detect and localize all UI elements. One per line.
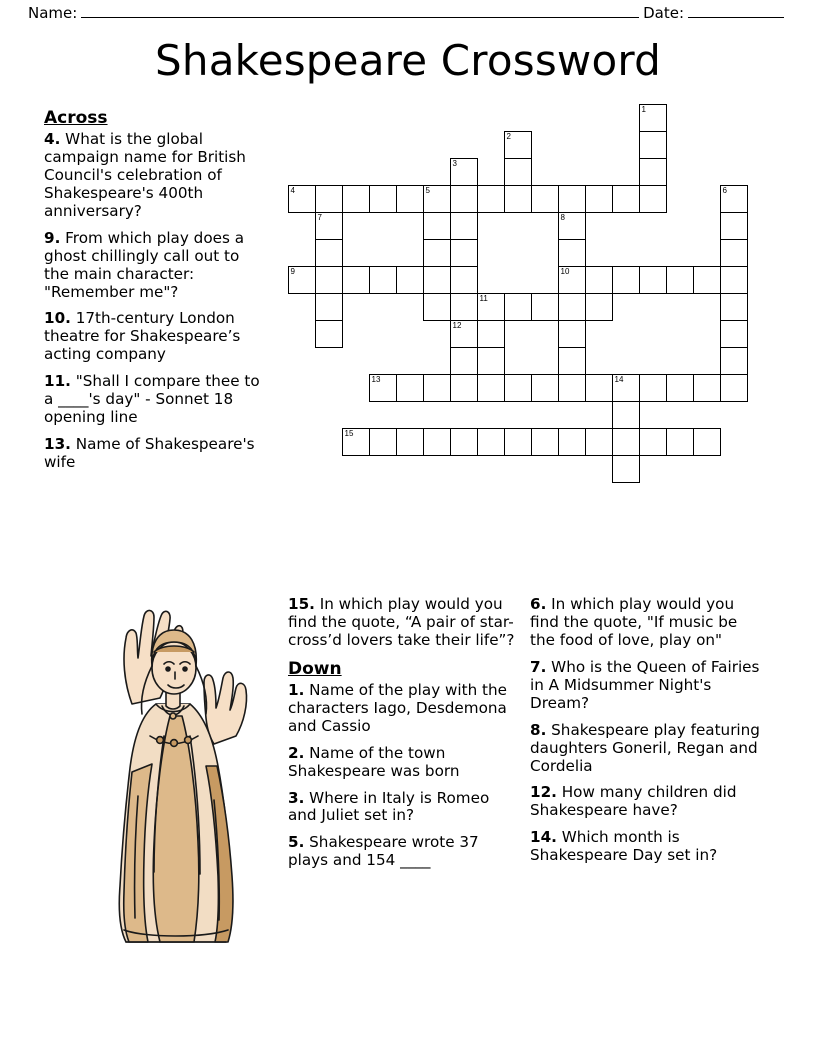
grid-cell[interactable] (477, 185, 505, 213)
grid-cell-number: 5 (425, 186, 430, 195)
grid-cell[interactable] (288, 266, 316, 294)
clue-across-13 (44, 436, 266, 472)
grid-cell[interactable] (423, 239, 451, 267)
grid-cell[interactable] (639, 104, 667, 132)
clue-text: "Shall I compare thee to a ____'s day" - Sonnet 18 opening line (44, 372, 260, 427)
grid-cell[interactable] (531, 185, 559, 213)
grid-cell[interactable] (693, 266, 721, 294)
clue-text: In which play would you find the quote, "If music be the food of love, play on" (530, 595, 738, 649)
grid-cell[interactable] (342, 428, 370, 456)
clue-text: What is the global campaign name for British Council's celebration of Shakespeare's 400th anniversary? (44, 130, 246, 220)
clue-down-2 (288, 745, 520, 781)
clue-text: In which play would you find the quote, “A pair of star-cross’d lovers take their life”? (288, 595, 515, 649)
grid-cell[interactable] (558, 185, 586, 213)
grid-cell[interactable] (423, 293, 451, 321)
grid-cell[interactable] (639, 374, 667, 402)
clue-text: Which month is Shakespeare Day set in? (530, 828, 718, 865)
clue-down-3 (288, 790, 520, 826)
grid-cell-number: 11 (479, 294, 488, 303)
clue-down-14 (530, 829, 762, 865)
right-clues-column (530, 596, 762, 874)
grid-cell[interactable] (477, 293, 505, 321)
grid-cell[interactable] (504, 293, 532, 321)
grid-cell[interactable] (585, 428, 613, 456)
grid-cell-number: 7 (317, 213, 322, 222)
grid-cell[interactable] (315, 293, 343, 321)
grid-cell[interactable] (450, 293, 478, 321)
clue-across-10 (44, 310, 266, 364)
clue-down-5 (288, 834, 520, 870)
grid-cell[interactable] (558, 428, 586, 456)
grid-cell[interactable] (396, 266, 424, 294)
clue-number: 7. (530, 657, 547, 676)
grid-cell-number: 13 (371, 375, 381, 384)
grid-cell[interactable] (585, 293, 613, 321)
grid-cell[interactable] (288, 185, 316, 213)
grid-cell[interactable] (585, 374, 613, 402)
across-clues-column (44, 108, 266, 481)
clue-text: How many children did Shakespeare have? (530, 783, 737, 820)
name-label: Name: (28, 4, 78, 22)
grid-cell[interactable] (450, 428, 478, 456)
grid-cell-number: 15 (344, 429, 354, 438)
grid-cell[interactable] (720, 374, 748, 402)
grid-cell[interactable] (423, 185, 451, 213)
grid-cell-number: 10 (560, 267, 570, 276)
grid-cell[interactable] (639, 185, 667, 213)
shakespearean-actress-illustration (86, 586, 254, 958)
clue-number: 5. (288, 833, 305, 852)
clue-number: 11. (44, 372, 71, 391)
clue-across-4 (44, 131, 266, 221)
grid-cell[interactable] (315, 185, 343, 213)
grid-cell[interactable] (693, 428, 721, 456)
clue-down-12 (530, 784, 762, 820)
grid-cell[interactable] (504, 158, 532, 186)
across-heading: Across (44, 108, 108, 128)
grid-cell[interactable] (315, 320, 343, 348)
grid-cell[interactable] (450, 374, 478, 402)
clue-number: 8. (530, 720, 547, 739)
grid-cell[interactable] (531, 374, 559, 402)
clue-number: 13. (44, 435, 71, 454)
grid-cell[interactable] (315, 212, 343, 240)
grid-cell[interactable] (585, 266, 613, 294)
clue-number: 15. (288, 595, 315, 613)
grid-cell[interactable] (450, 266, 478, 294)
grid-cell-number: 12 (452, 321, 462, 330)
clue-number: 1. (288, 680, 305, 699)
clue-text: Name of Shakespeare's wife (44, 435, 255, 471)
grid-cell[interactable] (396, 428, 424, 456)
grid-cell[interactable] (369, 428, 397, 456)
grid-cell[interactable] (720, 266, 748, 294)
grid-cell[interactable] (477, 347, 505, 375)
clue-text: Who is the Queen of Fairies in A Midsummer Night's Dream? (530, 657, 760, 712)
grid-cell[interactable] (369, 266, 397, 294)
clue-across-11 (44, 373, 266, 427)
clue-down-7 (530, 659, 762, 713)
grid-cell[interactable] (315, 239, 343, 267)
grid-cell-number: 6 (722, 186, 727, 195)
clue-text: Shakespeare wrote 37 plays and 154 ____ (288, 833, 479, 870)
clue-text: 17th-century London theatre for Shakespeare’s acting company (44, 309, 241, 364)
grid-cell[interactable] (423, 374, 451, 402)
grid-cell[interactable] (558, 212, 586, 240)
grid-cell-number: 4 (290, 186, 295, 195)
grid-cell[interactable] (693, 374, 721, 402)
grid-cell[interactable] (477, 374, 505, 402)
clue-number: 14. (530, 828, 557, 847)
grid-cell[interactable] (558, 266, 586, 294)
grid-cell[interactable] (423, 428, 451, 456)
grid-cell[interactable] (504, 185, 532, 213)
grid-cell[interactable] (315, 266, 343, 294)
name-write-line[interactable] (81, 7, 639, 18)
grid-cell[interactable] (612, 185, 640, 213)
grid-cell[interactable] (612, 266, 640, 294)
name-date-line (28, 4, 788, 22)
clue-across-9 (44, 230, 266, 302)
crossword-grid[interactable] (288, 104, 784, 592)
grid-cell[interactable] (477, 320, 505, 348)
grid-cell[interactable] (612, 455, 640, 483)
grid-cell-number: 1 (641, 105, 646, 114)
grid-cell[interactable] (720, 347, 748, 375)
grid-cell[interactable] (450, 320, 478, 348)
grid-cell[interactable] (504, 131, 532, 159)
grid-cell[interactable] (612, 374, 640, 402)
grid-cell[interactable] (639, 266, 667, 294)
grid-cell[interactable] (558, 239, 586, 267)
date-write-line[interactable] (688, 7, 784, 18)
grid-cell[interactable] (720, 185, 748, 213)
grid-cell[interactable] (504, 374, 532, 402)
grid-cell[interactable] (558, 347, 586, 375)
grid-cell[interactable] (423, 266, 451, 294)
grid-cell[interactable] (639, 131, 667, 159)
clue-number: 4. (44, 130, 61, 148)
grid-cell-number: 2 (506, 132, 511, 141)
grid-cell[interactable] (342, 266, 370, 294)
clue-number: 3. (288, 788, 305, 807)
grid-cell[interactable] (639, 158, 667, 186)
grid-cell[interactable] (558, 293, 586, 321)
grid-cell[interactable] (450, 239, 478, 267)
grid-cell[interactable] (612, 401, 640, 429)
middle-clues-column (288, 596, 520, 879)
grid-cell[interactable] (396, 185, 424, 213)
date-label: Date: (643, 4, 684, 22)
grid-cell[interactable] (666, 428, 694, 456)
grid-cell[interactable] (423, 212, 451, 240)
clue-text: Name of the town Shakespeare was born (288, 743, 460, 780)
grid-cell[interactable] (558, 374, 586, 402)
clue-number: 6. (530, 595, 547, 613)
grid-cell[interactable] (720, 212, 748, 240)
grid-cell[interactable] (666, 266, 694, 294)
grid-cell[interactable] (450, 185, 478, 213)
grid-cell[interactable] (612, 428, 640, 456)
grid-cell[interactable] (504, 428, 532, 456)
clue-text: Where in Italy is Romeo and Juliet set in? (288, 788, 490, 825)
grid-cell[interactable] (369, 374, 397, 402)
clue-number: 9. (44, 228, 61, 247)
grid-cell-number: 14 (614, 375, 624, 384)
grid-cell[interactable] (450, 158, 478, 186)
grid-cell[interactable] (450, 347, 478, 375)
clue-number: 2. (288, 743, 305, 762)
grid-cell[interactable] (342, 185, 370, 213)
clue-across-6 (530, 596, 762, 650)
grid-cell[interactable] (720, 239, 748, 267)
grid-cell[interactable] (666, 374, 694, 402)
clue-number: 12. (530, 783, 557, 802)
grid-cell-number: 3 (452, 159, 457, 168)
grid-cell[interactable] (558, 320, 586, 348)
clue-down-1 (288, 682, 520, 736)
grid-cell[interactable] (531, 428, 559, 456)
grid-cell-number: 9 (290, 267, 295, 276)
grid-cell[interactable] (531, 293, 559, 321)
clue-text: From which play does a ghost chillingly call out to the main character: "Remember me"? (44, 228, 245, 301)
clue-text: Shakespeare play featuring daughters Goneril, Regan and Cordelia (530, 720, 760, 775)
grid-cell[interactable] (477, 428, 505, 456)
clue-down-8 (530, 722, 762, 776)
grid-cell[interactable] (396, 374, 424, 402)
grid-cell[interactable] (450, 212, 478, 240)
grid-cell[interactable] (720, 320, 748, 348)
grid-cell[interactable] (720, 293, 748, 321)
clue-text: Name of the play with the characters Iago, Desdemona and Cassio (288, 680, 507, 735)
grid-cell[interactable] (369, 185, 397, 213)
grid-cell-number: 8 (560, 213, 565, 222)
grid-cell[interactable] (639, 428, 667, 456)
down-heading: Down (288, 658, 342, 679)
page-title: Shakespeare Crossword (155, 36, 661, 85)
clue-across-15 (288, 596, 520, 650)
grid-cell[interactable] (585, 185, 613, 213)
clue-number: 10. (44, 309, 71, 328)
